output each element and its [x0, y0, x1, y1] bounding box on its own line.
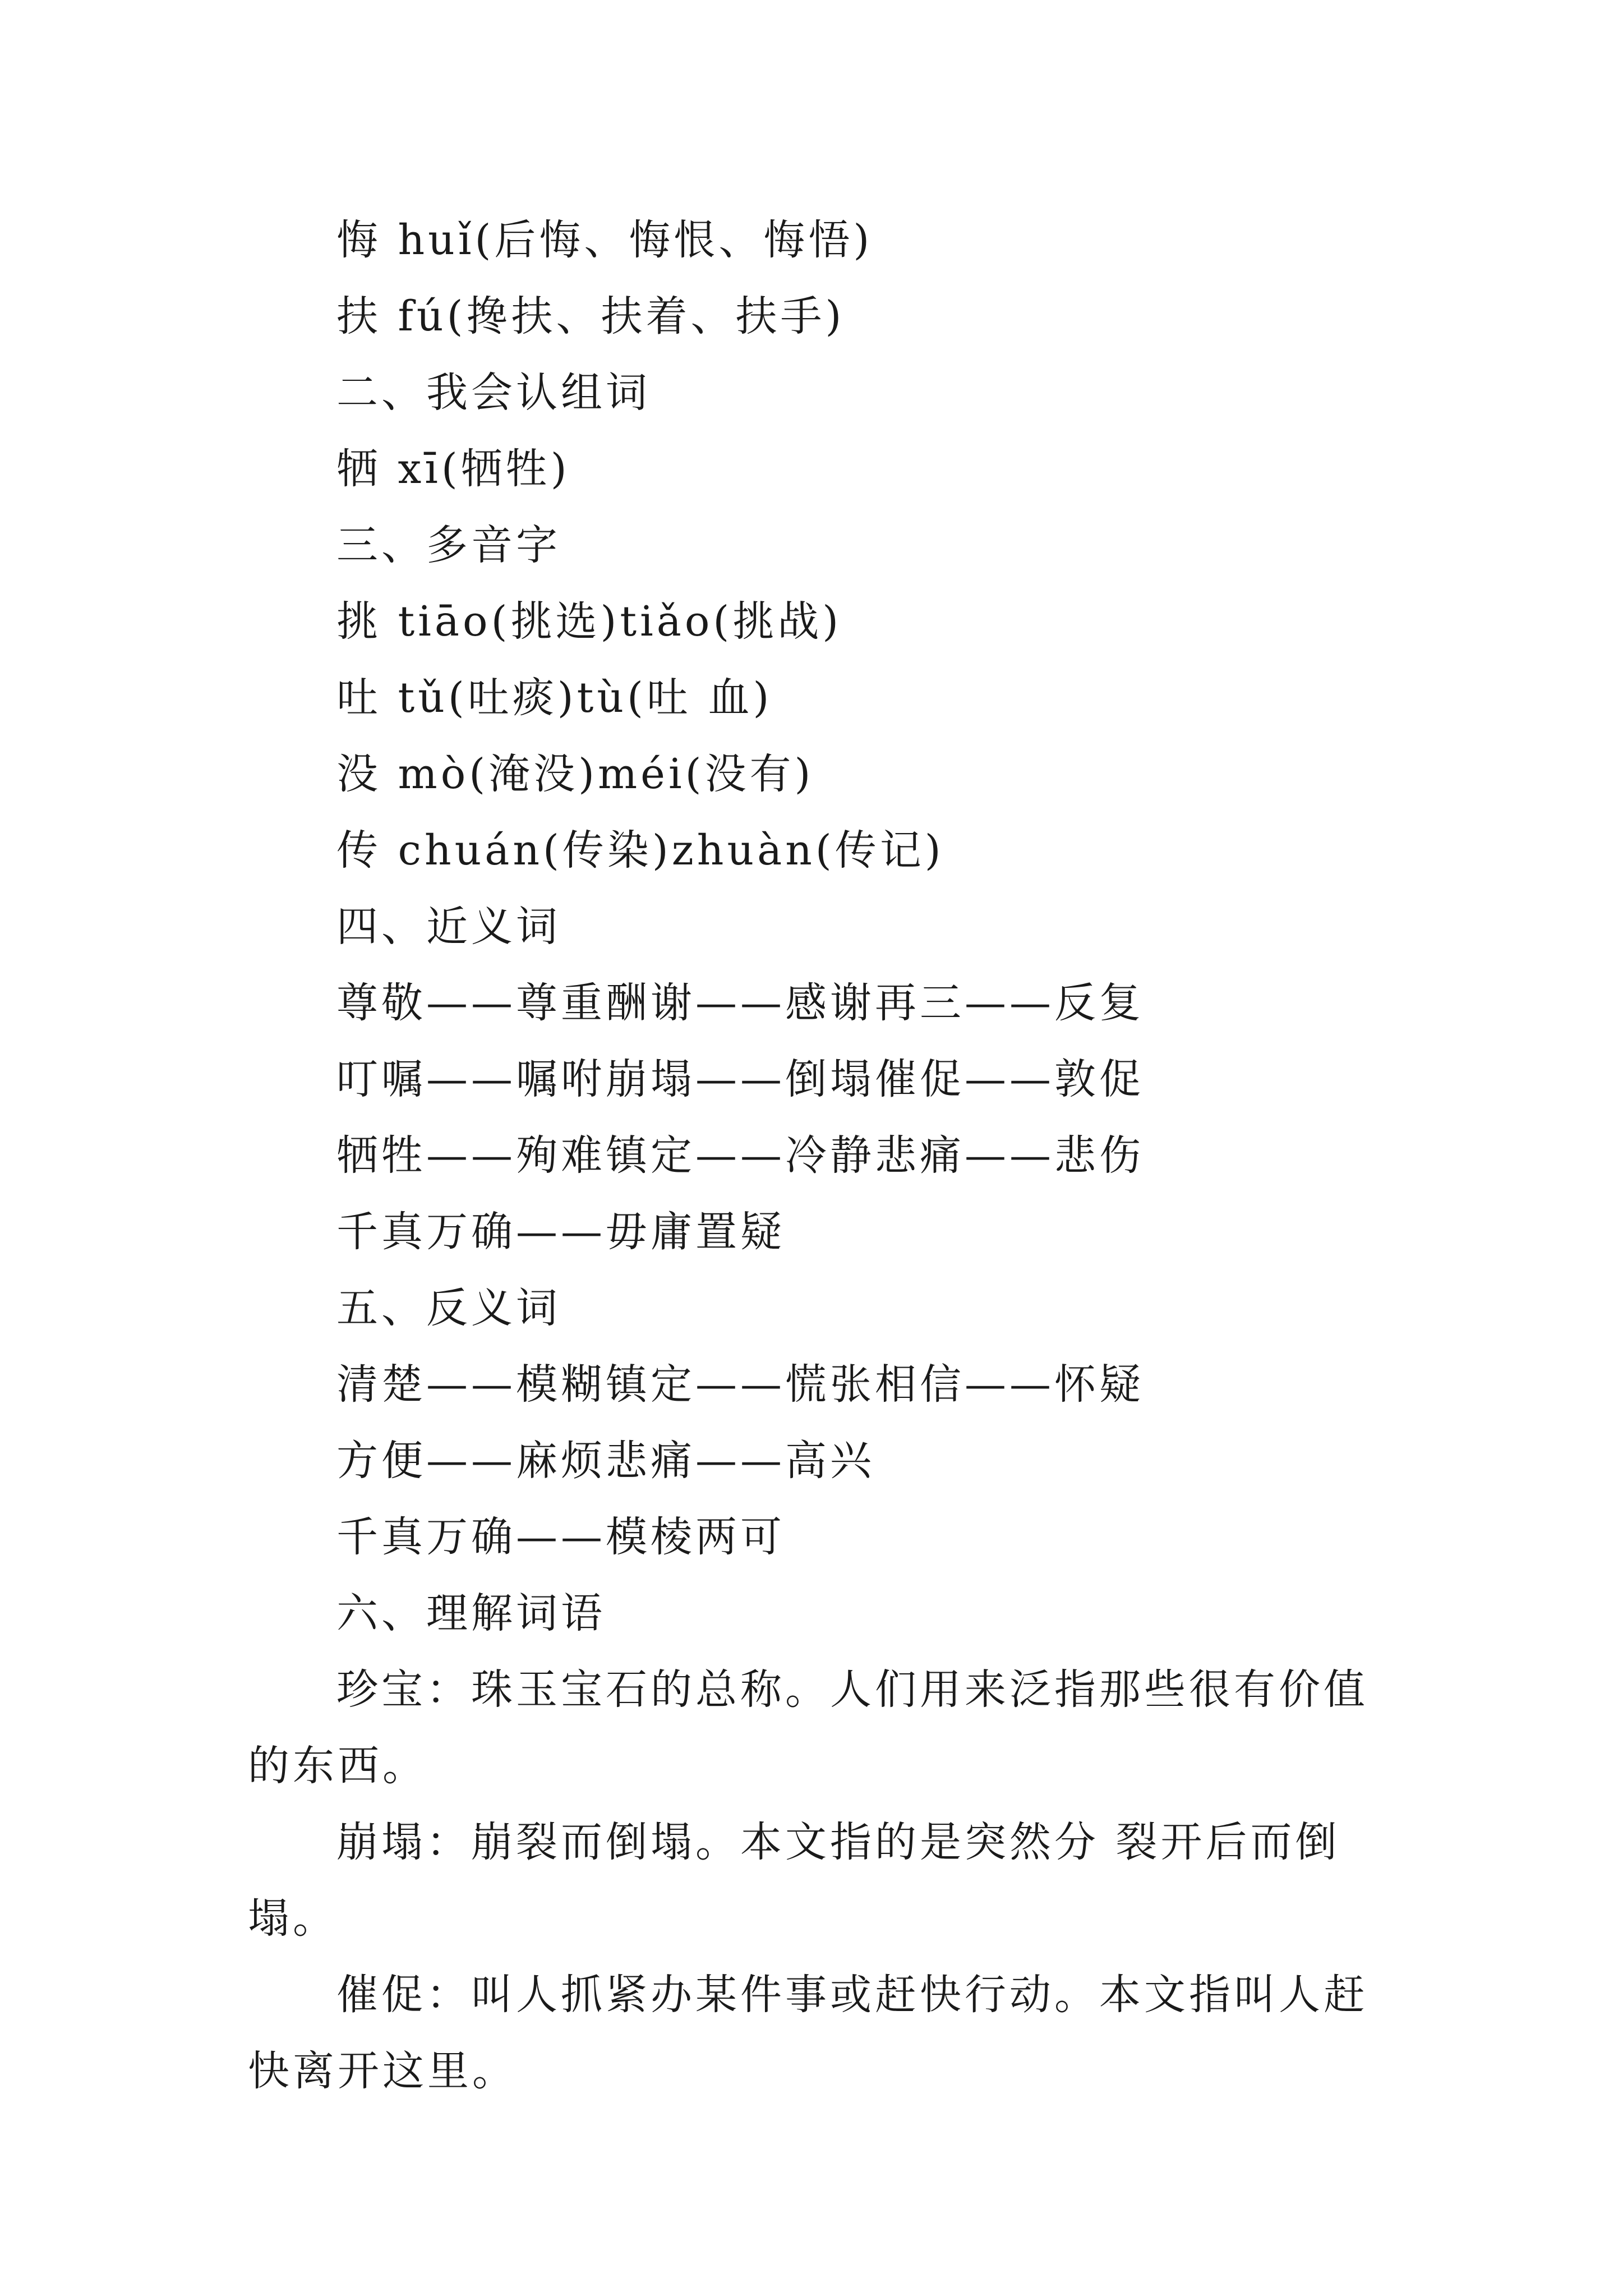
antonym-line-3: 千真万确——模棱两可	[336, 1513, 785, 1561]
section-heading-4: 四、近义词	[336, 903, 561, 951]
polyphone-line-tiao: 挑 tiāo(挑选)tiǎo(挑战)	[336, 597, 842, 646]
section-heading-3: 三、多音字	[336, 521, 561, 569]
vocab-line-hui: 悔 huǐ(后悔、悔恨、悔悟)	[336, 216, 873, 264]
vocab-line-xi: 牺 xī(牺牲)	[336, 445, 570, 493]
definition-bengta: 崩塌：崩裂而倒塌。本文指的是突然分 裂开后而倒塌。	[248, 1818, 1340, 1943]
definition-zhenbao: 珍宝：珠玉宝石的总称。人们用来泛指那些很有价值的东西。	[248, 1665, 1368, 1790]
polyphone-line-mo: 没 mò(淹没)méi(没有)	[336, 750, 814, 798]
vocab-line-fu: 扶 fú(搀扶、扶着、扶手)	[336, 292, 845, 341]
document-body	[248, 202, 1398, 2109]
polyphone-line-tu: 吐 tǔ(吐痰)tù(吐 血)	[336, 674, 773, 722]
polyphone-line-chuan: 传 chuán(传染)zhuàn(传记)	[336, 826, 944, 875]
definition-cuicu: 催促：叫人抓紧办某件事或赶快行动。本文指叫人赶快离开这里。	[248, 1971, 1368, 2095]
synonym-line-1: 尊敬——尊重酬谢——感谢再三——反复	[336, 979, 1144, 1027]
antonym-line-1: 清楚——模糊镇定——慌张相信——怀疑	[336, 1360, 1144, 1409]
antonym-line-2: 方便——麻烦悲痛——高兴	[336, 1437, 875, 1485]
section-heading-5: 五、反义词	[336, 1284, 561, 1332]
synonym-line-2: 叮嘱——嘱咐崩塌——倒塌催促——敦促	[336, 1055, 1144, 1103]
section-heading-6: 六、理解词语	[336, 1589, 606, 1637]
section-heading-2: 二、我会认组词	[336, 369, 651, 417]
synonym-line-4: 千真万确——毋庸置疑	[336, 1208, 785, 1256]
synonym-line-3: 牺牲——殉难镇定——冷静悲痛——悲伤	[336, 1131, 1144, 1180]
